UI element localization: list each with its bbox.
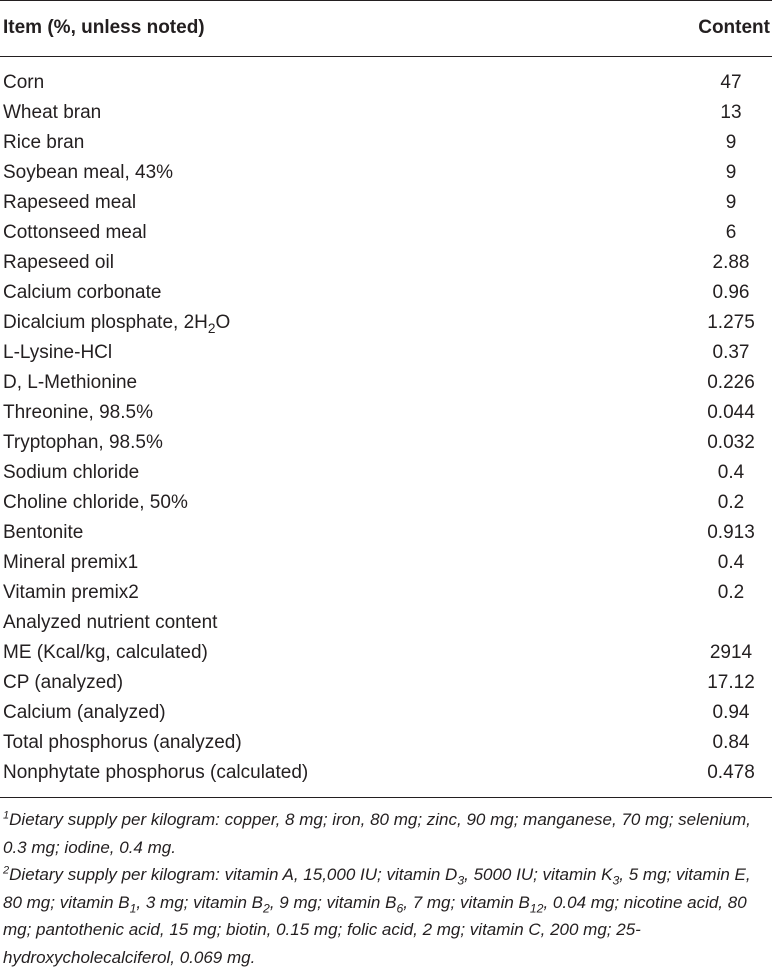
table-bottom-rule <box>0 797 772 798</box>
row-value: 0.94 <box>712 702 750 723</box>
column-header-content: Content <box>698 17 770 38</box>
row-label: Soybean meal, 43% <box>3 162 174 183</box>
row-label: ME (Kcal/kg, calculated) <box>3 642 208 663</box>
footnote-subscript: 3 <box>457 873 465 888</box>
table-row <box>0 428 772 458</box>
footnote-marker: 1 <box>3 809 10 822</box>
row-label: Rice bran <box>3 132 85 153</box>
footnote-marker: 2 <box>3 864 10 877</box>
footnote-subscript: 12 <box>529 900 544 915</box>
row-label: Calcium (analyzed) <box>3 702 166 723</box>
row-label: Choline chloride, 50% <box>3 492 188 513</box>
table-header <box>0 0 772 56</box>
row-value: 17.12 <box>707 672 755 693</box>
table-body <box>0 68 772 788</box>
footnote-subscript: 2 <box>263 900 270 915</box>
footnote-text: , 0.04 mg; nicotine acid, 80 mg; pantothenic acid, 15 mg; biotin, 0.15 mg; folic acid, 2 mg; vitamin C, 200 mg; 25-hydroxycholecalciferol, 0.069 mg. <box>3 892 747 967</box>
table-row <box>0 218 772 248</box>
table-row <box>0 158 772 188</box>
table-row <box>0 188 772 218</box>
footnote-text: , 3 mg; vitamin B <box>136 892 264 912</box>
footnote-text: , 5 mg; vitamin E, 80 mg; vitamin B <box>3 865 751 912</box>
row-label: D, L-Methionine <box>3 372 138 393</box>
row-value: 0.226 <box>707 372 755 393</box>
footnote-text: , 5000 IU; vitamin K <box>464 865 613 884</box>
footnote-subscript: 1 <box>129 900 137 915</box>
row-label: Rapeseed meal <box>3 192 137 213</box>
row-value: 2.88 <box>712 252 750 273</box>
table-row <box>0 488 772 518</box>
table-row <box>0 728 772 758</box>
table-row <box>0 518 772 548</box>
footnote-subscript: 3 <box>612 873 620 888</box>
row-value: 0.96 <box>712 282 750 303</box>
row-label: Threonine, 98.5% <box>3 402 153 423</box>
footnote-1 <box>3 806 770 861</box>
footnote-text: Dietary supply per kilogram: copper, 8 mg; iron, 80 mg; zinc, 90 mg; manganese, 70 mg; selenium, 0.3 mg; iodine, 0.4 mg. <box>3 810 751 857</box>
row-value: 0.4 <box>717 462 745 483</box>
row-label <box>3 308 230 338</box>
row-label: Vitamin premix2 <box>3 582 139 603</box>
row-value: 9 <box>725 132 737 153</box>
column-header-item: Item (%, unless noted) <box>3 17 205 38</box>
row-label: Bentonite <box>3 522 84 543</box>
row-value: 9 <box>725 162 737 183</box>
table-row <box>0 338 772 368</box>
row-value: 13 <box>720 102 742 123</box>
table-row <box>0 698 772 728</box>
table-row <box>0 368 772 398</box>
row-value: 0.37 <box>712 342 750 363</box>
row-value: 0.032 <box>707 432 755 453</box>
row-value: 6 <box>725 222 737 243</box>
row-label: Wheat bran <box>3 102 102 123</box>
row-label: Nonphytate phosphorus (calculated) <box>3 762 309 783</box>
row-value: 0.84 <box>712 732 750 753</box>
footnote-text: , 9 mg; vitamin B <box>269 892 397 912</box>
row-value: 9 <box>725 192 737 213</box>
table-row <box>0 758 772 788</box>
row-value: 47 <box>720 72 742 93</box>
row-label: Tryptophan, 98.5% <box>3 432 163 453</box>
row-label: Mineral premix1 <box>3 552 139 573</box>
table-row <box>0 548 772 578</box>
table-row <box>0 668 772 698</box>
table-row <box>0 278 772 308</box>
table-row <box>0 638 772 668</box>
table-row <box>0 398 772 428</box>
table-row <box>0 128 772 158</box>
row-value: 2914 <box>709 642 753 663</box>
footnote-text: Dietary supply per kilogram: vitamin A, 15,000 IU; vitamin D <box>9 865 458 884</box>
row-label: Total phosphorus (analyzed) <box>3 732 242 753</box>
section-label: Analyzed nutrient content <box>3 612 218 633</box>
row-label: CP (analyzed) <box>3 672 124 693</box>
row-value: 0.044 <box>707 402 755 423</box>
table-row <box>0 98 772 128</box>
row-value: 0.2 <box>717 492 745 513</box>
table-row <box>0 68 772 98</box>
footnote-subscript: 6 <box>396 900 404 915</box>
row-label-text: Dicalcium plosphate, 2H <box>3 312 208 333</box>
table-header-rule <box>0 56 772 57</box>
footnote-2 <box>3 861 770 971</box>
row-label-text-end: O <box>215 312 231 333</box>
row-label: Corn <box>3 72 45 93</box>
row-label: Rapeseed oil <box>3 252 114 273</box>
row-label-subscript: 2 <box>207 320 216 336</box>
row-value: 1.275 <box>707 312 755 333</box>
table-footnotes <box>3 806 770 971</box>
row-value: 0.913 <box>707 522 755 543</box>
row-label: L-Lysine-HCl <box>3 342 113 363</box>
table-row-section <box>0 608 772 638</box>
row-label: Cottonseed meal <box>3 222 147 243</box>
footnote-text: , 7 mg; vitamin B <box>403 892 530 912</box>
row-label: Calcium corbonate <box>3 282 162 303</box>
row-value: 0.4 <box>717 552 745 573</box>
row-value: 0.2 <box>717 582 745 603</box>
row-label: Sodium chloride <box>3 462 140 483</box>
table-row <box>0 578 772 608</box>
table-row <box>0 248 772 278</box>
table-row <box>0 458 772 488</box>
table-row <box>0 308 772 338</box>
row-value: 0.478 <box>707 762 755 783</box>
